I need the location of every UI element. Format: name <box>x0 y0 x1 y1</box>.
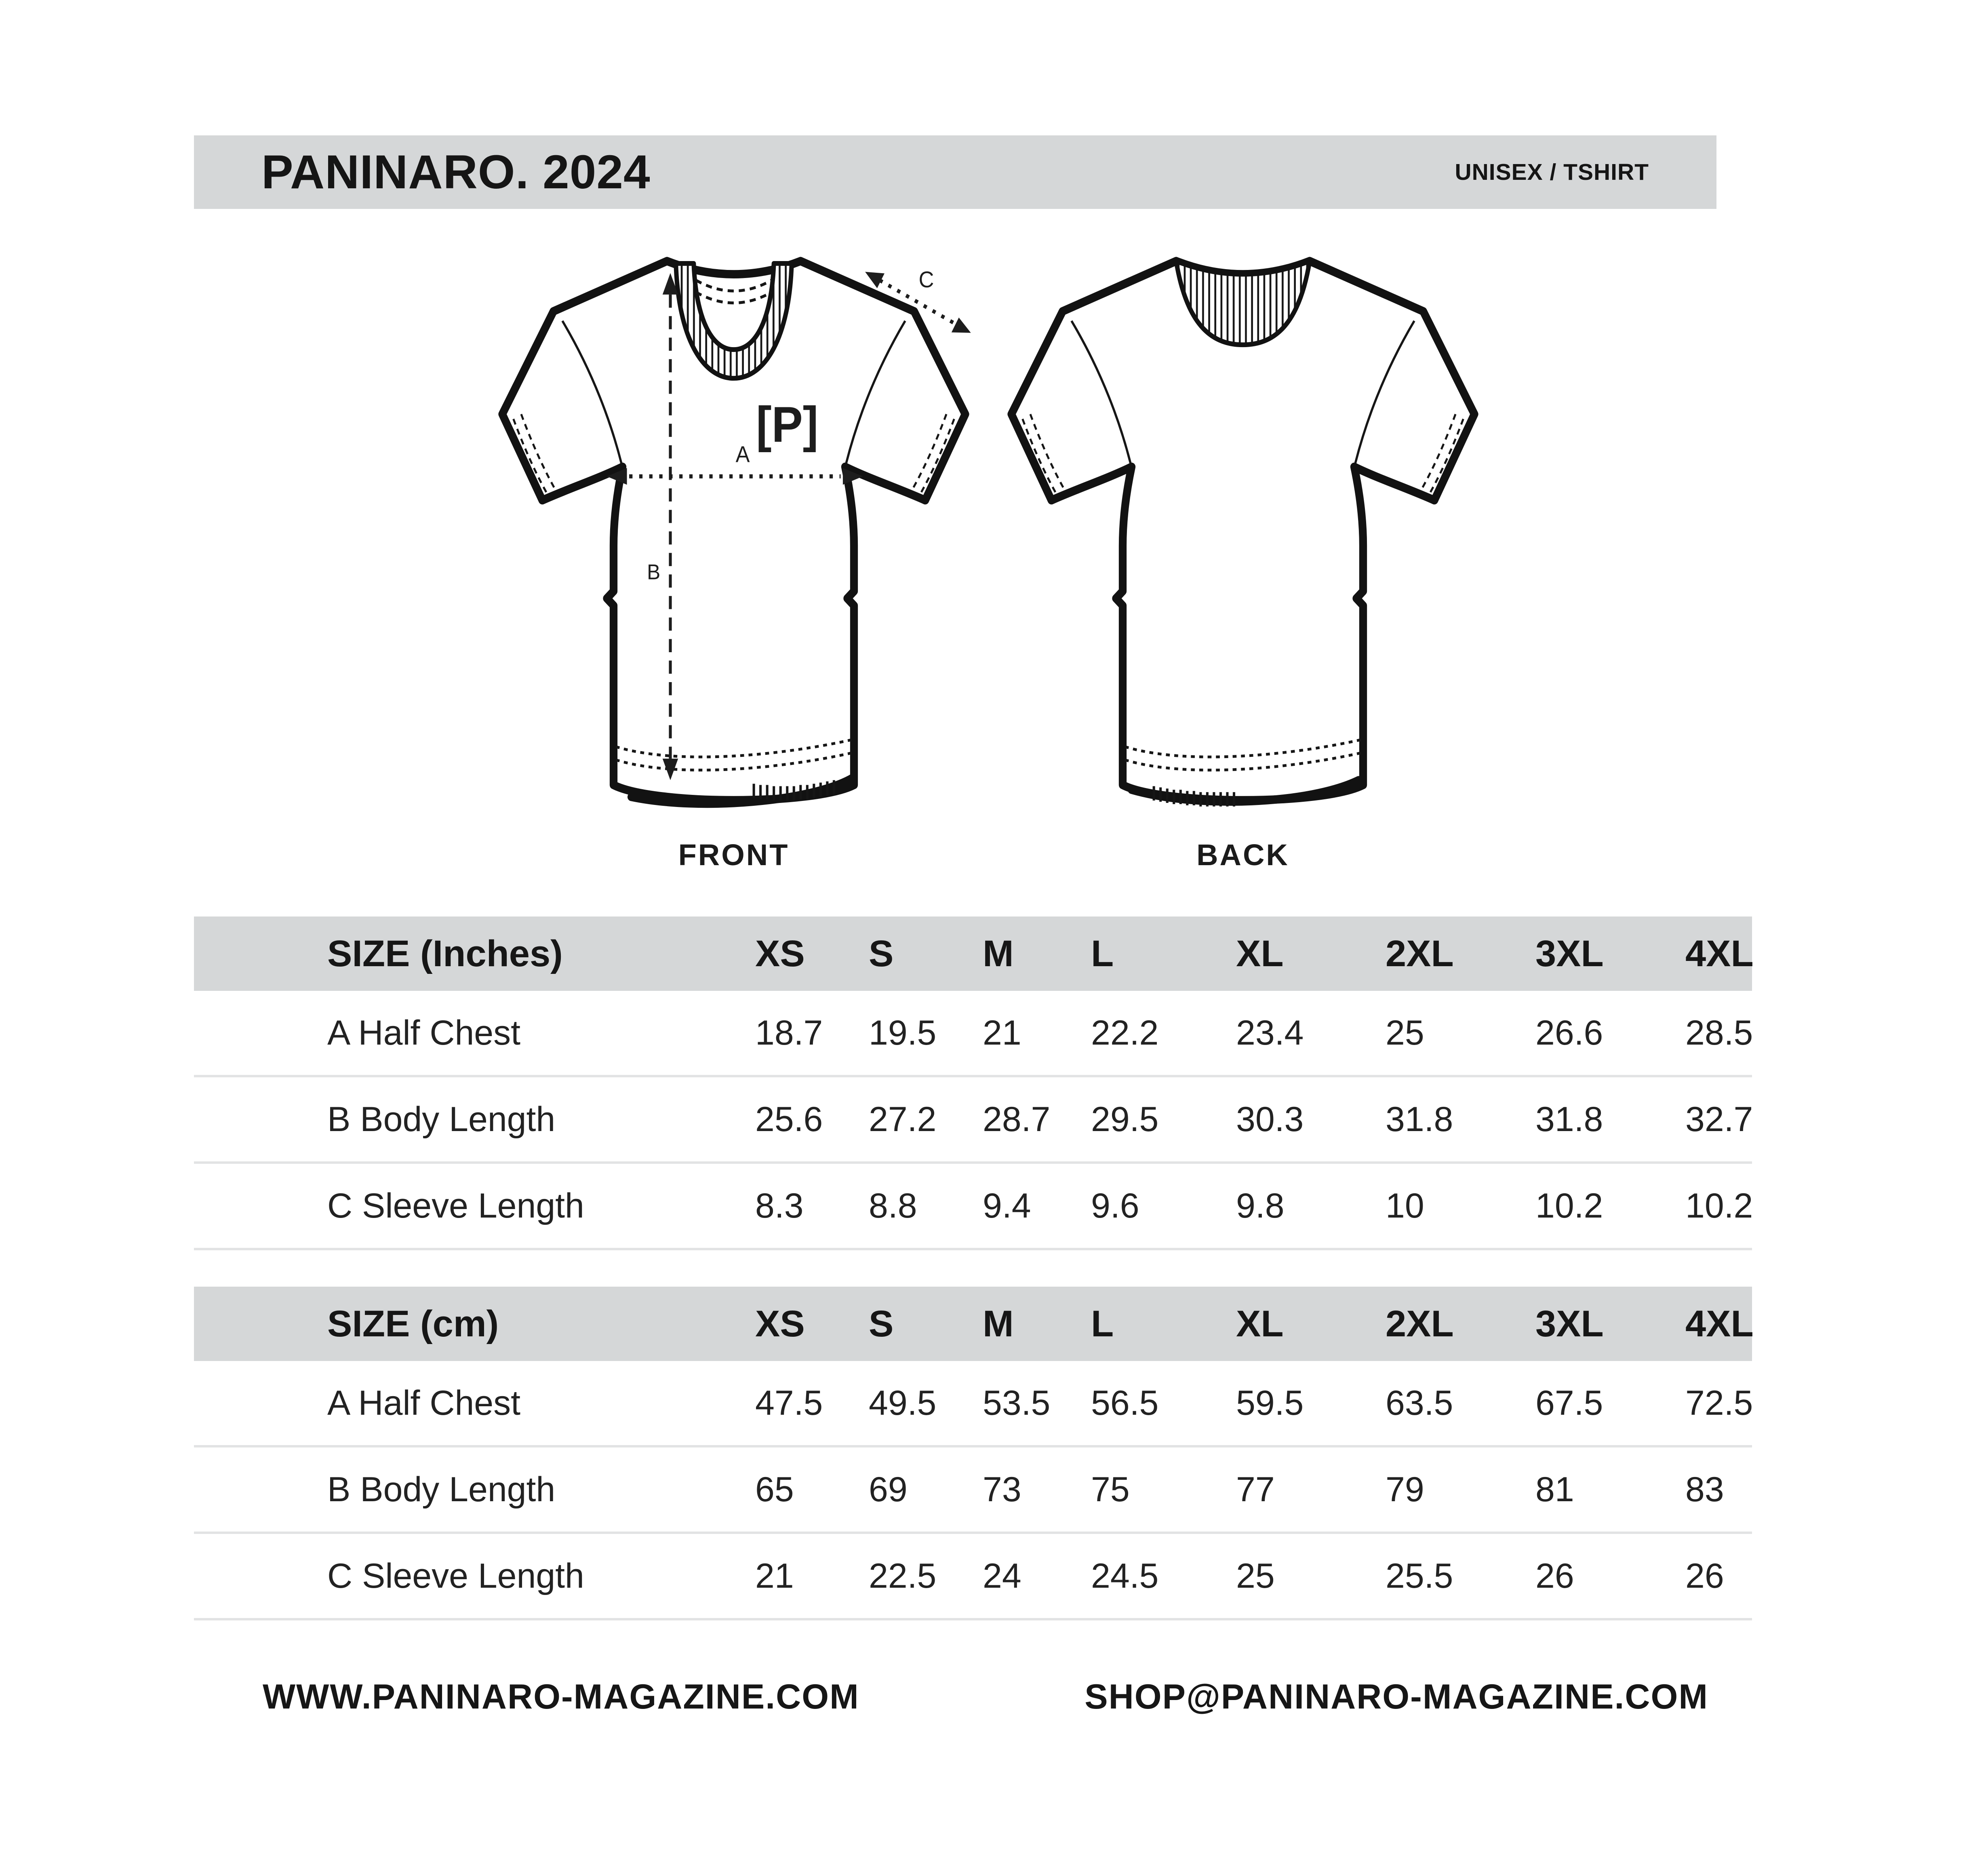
cell: 25 <box>1386 1013 1424 1052</box>
product-type-label: UNISEX / TSHIRT <box>1455 159 1649 185</box>
row-label: C Sleeve Length <box>327 1556 584 1595</box>
column-header: M <box>983 933 1014 974</box>
cell: 21 <box>983 1013 1021 1052</box>
column-header: S <box>869 933 894 974</box>
cell: 26 <box>1685 1556 1724 1595</box>
cell: 24.5 <box>1091 1556 1159 1595</box>
cell: 8.3 <box>755 1186 804 1225</box>
cell: 77 <box>1236 1470 1275 1509</box>
table-row <box>194 1447 1752 1534</box>
cell: 69 <box>869 1470 908 1509</box>
size-table-inches <box>194 916 1752 1250</box>
table-row <box>194 1534 1752 1620</box>
cell: 10.2 <box>1685 1186 1753 1225</box>
row-label: B Body Length <box>327 1470 556 1509</box>
size-table-cm <box>194 1287 1752 1620</box>
cell: 25.6 <box>755 1100 823 1139</box>
row-label: A Half Chest <box>327 1383 520 1422</box>
cell: 67.5 <box>1535 1383 1603 1422</box>
table-row <box>194 1361 1752 1447</box>
cell: 72.5 <box>1685 1383 1753 1422</box>
column-header: 4XL <box>1685 1303 1754 1344</box>
column-header: XL <box>1236 933 1284 974</box>
cell: 65 <box>755 1470 794 1509</box>
column-header: L <box>1091 1303 1114 1344</box>
column-header: L <box>1091 933 1114 974</box>
column-header: 3XL <box>1535 1303 1604 1344</box>
cell: 22.5 <box>869 1556 937 1595</box>
cell: 31.8 <box>1386 1100 1453 1139</box>
front-label: FRONT <box>678 838 790 872</box>
column-header: SIZE (Inches) <box>327 933 563 974</box>
cell: 26 <box>1535 1556 1574 1595</box>
column-header: SIZE (cm) <box>327 1303 499 1344</box>
row-label: C Sleeve Length <box>327 1186 584 1225</box>
cell: 31.8 <box>1535 1100 1603 1139</box>
measure-arrow-c-lower-head <box>952 318 971 333</box>
cell: 63.5 <box>1386 1383 1453 1422</box>
back-tshirt-drawing <box>998 232 1488 830</box>
cell: 32.7 <box>1685 1100 1753 1139</box>
column-header: XS <box>755 1303 805 1344</box>
page-title: PANINARO. 2024 <box>261 145 651 199</box>
cell: 29.5 <box>1091 1100 1159 1139</box>
header-bar <box>194 135 1716 209</box>
cell: 28.5 <box>1685 1013 1753 1052</box>
cell: 21 <box>755 1556 794 1595</box>
back-label: BACK <box>1196 838 1289 872</box>
column-header: XL <box>1236 1303 1284 1344</box>
column-header: 3XL <box>1535 933 1604 974</box>
row-label: A Half Chest <box>327 1013 520 1052</box>
cell: 9.4 <box>983 1186 1031 1225</box>
column-header: 2XL <box>1386 1303 1454 1344</box>
footer-website: WWW.PANINARO-MAGAZINE.COM <box>263 1677 859 1716</box>
cell: 25 <box>1236 1556 1275 1595</box>
column-header: M <box>983 1303 1014 1344</box>
cell: 9.8 <box>1236 1186 1285 1225</box>
cell: 30.3 <box>1236 1100 1304 1139</box>
tshirt-diagram <box>489 232 1488 872</box>
cell: 83 <box>1685 1470 1724 1509</box>
footer-email: SHOP@PANINARO-MAGAZINE.COM <box>1085 1677 1708 1716</box>
back-shirt-block <box>998 232 1488 872</box>
front-tshirt-drawing <box>489 232 979 830</box>
size-table-cm-header <box>194 1287 1752 1361</box>
measure-label-a: A <box>735 441 750 467</box>
cell: 9.6 <box>1091 1186 1139 1225</box>
cell: 27.2 <box>869 1100 937 1139</box>
cell: 26.6 <box>1535 1013 1603 1052</box>
footer <box>263 1677 1708 1717</box>
front-shirt-block <box>489 232 979 872</box>
cell: 53.5 <box>983 1383 1051 1422</box>
measure-label-b: B <box>647 559 661 584</box>
cell: 10.2 <box>1535 1186 1603 1225</box>
column-header: S <box>869 1303 894 1344</box>
column-header: 4XL <box>1685 933 1754 974</box>
cell: 10 <box>1386 1186 1424 1225</box>
column-header: 2XL <box>1386 933 1454 974</box>
cell: 19.5 <box>869 1013 937 1052</box>
cell: 23.4 <box>1236 1013 1304 1052</box>
front-shirt-outline <box>502 261 965 800</box>
cell: 24 <box>983 1556 1021 1595</box>
cell: 81 <box>1535 1470 1574 1509</box>
cell: 56.5 <box>1091 1383 1159 1422</box>
cell: 49.5 <box>869 1383 937 1422</box>
measure-label-c: C <box>918 267 934 293</box>
cell: 59.5 <box>1236 1383 1304 1422</box>
cell: 22.2 <box>1091 1013 1159 1052</box>
cell: 18.7 <box>755 1013 823 1052</box>
table-row <box>194 1164 1752 1250</box>
cell: 73 <box>983 1470 1021 1509</box>
brand-logo: [P] <box>756 396 819 453</box>
cell: 28.7 <box>983 1100 1051 1139</box>
column-header: XS <box>755 933 805 974</box>
table-row <box>194 1077 1752 1164</box>
cell: 75 <box>1091 1470 1130 1509</box>
cell: 8.8 <box>869 1186 917 1225</box>
size-table-inches-header <box>194 916 1752 991</box>
cell: 79 <box>1386 1470 1424 1509</box>
cell: 47.5 <box>755 1383 823 1422</box>
row-label: B Body Length <box>327 1100 556 1139</box>
cell: 25.5 <box>1386 1556 1453 1595</box>
table-row <box>194 991 1752 1077</box>
